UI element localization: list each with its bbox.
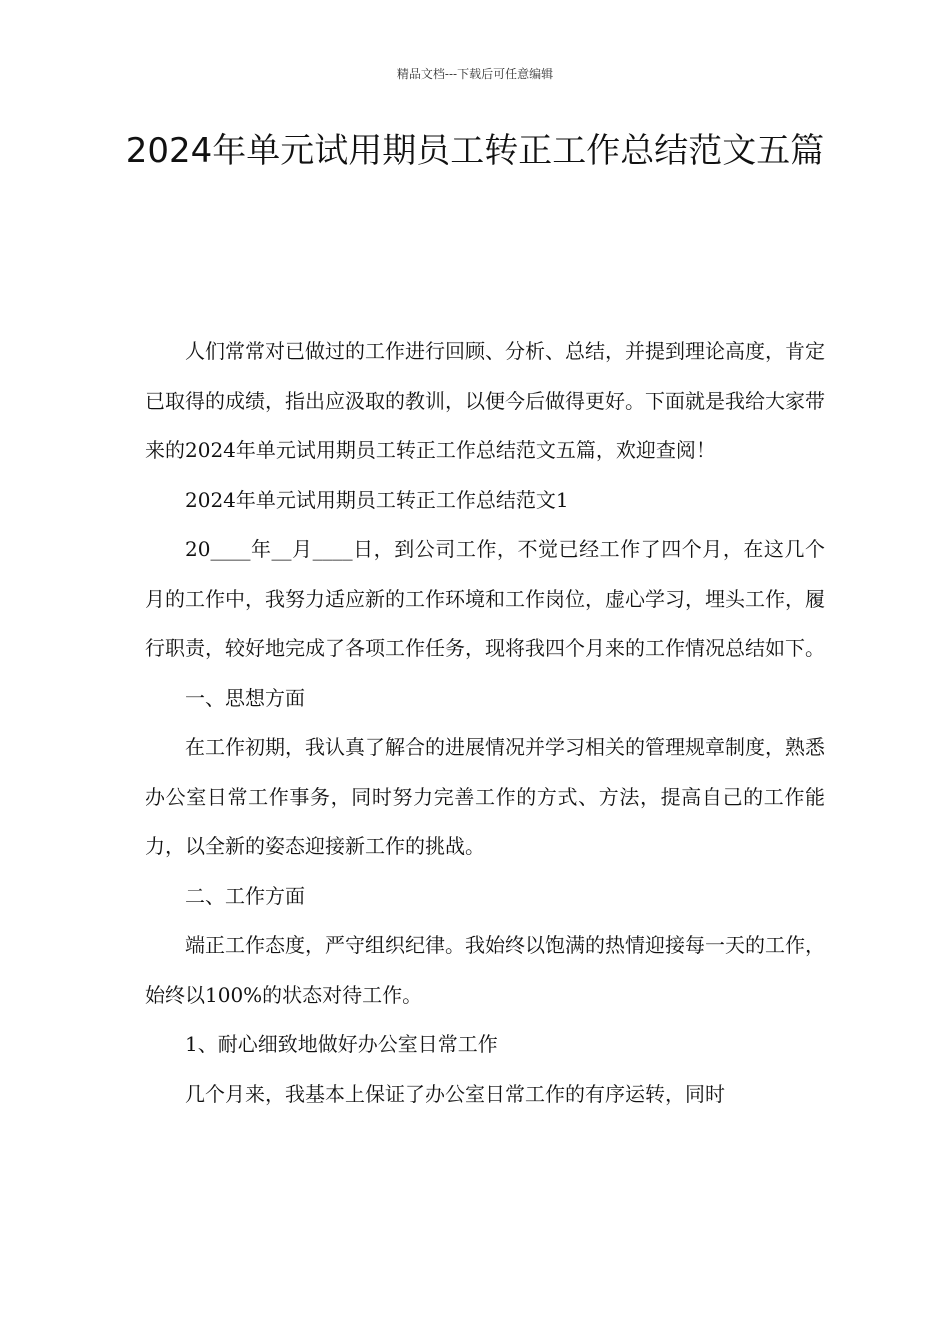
body-paragraph: 20____年__月____日，到公司工作，不觉已经工作了四个月，在这几个月的工作中，我努力适应新的工作环境和工作岗位，虚心学习，埋头工作，履行职责，较好地完成了各项工作任务，现将我四个月来的工作情况总结如下。	[145, 537, 825, 660]
document-body	[145, 327, 825, 1119]
section-heading: 2024年单元试用期员工转正工作总结范文1	[185, 487, 569, 512]
body-paragraph: 几个月来，我基本上保证了办公室日常工作的有序运转，同时	[185, 1081, 725, 1106]
section-heading: 二、工作方面	[185, 883, 305, 908]
document-title: 2024年单元试用期员工转正工作总结范文五篇	[125, 131, 825, 171]
section-heading: 1、耐心细致地做好办公室日常工作	[185, 1032, 498, 1056]
intro-paragraph: 人们常常对已做过的工作进行回顾、分析、总结，并提到理论高度，肯定已取得的成绩，指出应汲取的教训，以便今后做得更好。下面就是我给大家带来的2024年单元试用期员工转正工作总结范文五篇，欢迎查阅！	[145, 339, 825, 462]
body-paragraph: 端正工作态度，严守组织纪律。我始终以饱满的热情迎接每一天的工作，始终以100%的状态对待工作。	[145, 933, 825, 1007]
section-heading: 一、思想方面	[185, 685, 305, 710]
body-paragraph: 在工作初期，我认真了解合的进展情况并学习相关的管理规章制度，熟悉办公室日常工作事务，同时努力完善工作的方式、方法，提高自己的工作能力，以全新的姿态迎接新工作的挑战。	[145, 735, 825, 858]
header-note: 精品文档---下载后可任意编辑	[396, 67, 554, 81]
